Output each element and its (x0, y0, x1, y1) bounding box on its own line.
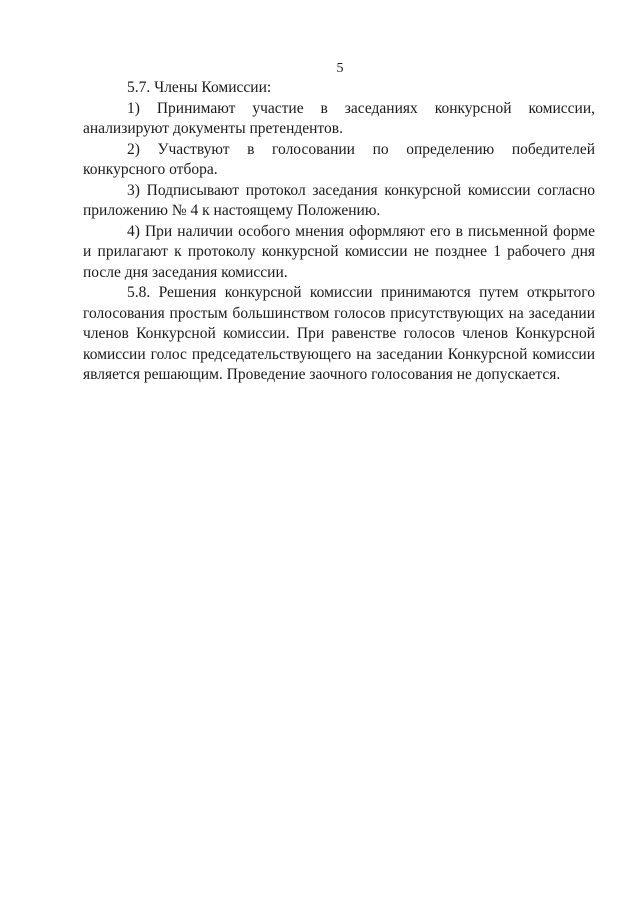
section-heading: 5.7. Члены Комиссии: (127, 79, 272, 96)
paragraph-item-4: 4) При наличии особого мнения оформляют его в письменной форме и прилагают к протоколу конкурсной комиссии не позднее 1 рабочего дня после дня заседания комиссии. (83, 222, 595, 281)
page-number: 5 (336, 61, 344, 76)
paragraph-item-3: 3) Подписывают протокол заседания конкурсной комиссии согласно приложению № 4 к настоящему Положению. (83, 181, 595, 219)
paragraph-section-5-8: 5.8. Решения конкурсной комиссии принимаются путем открытого голосования простым большинством голосов присутствующих на заседании членов Конкурсной комиссии. При равенстве голосов членов Конкурсной комиссии голос председательствующего на заседании Конкурсной комиссии является решающим. Проведение заочного голосования не допускается. (83, 284, 595, 383)
paragraph-item-2: 2) Участвуют в голосовании по определению победителей конкурсного отбора. (83, 140, 595, 178)
paragraph-item-1: 1) Принимают участие в заседаниях конкурсной комиссии, анализируют документы претендентов. (83, 99, 595, 137)
document-body (83, 78, 595, 386)
